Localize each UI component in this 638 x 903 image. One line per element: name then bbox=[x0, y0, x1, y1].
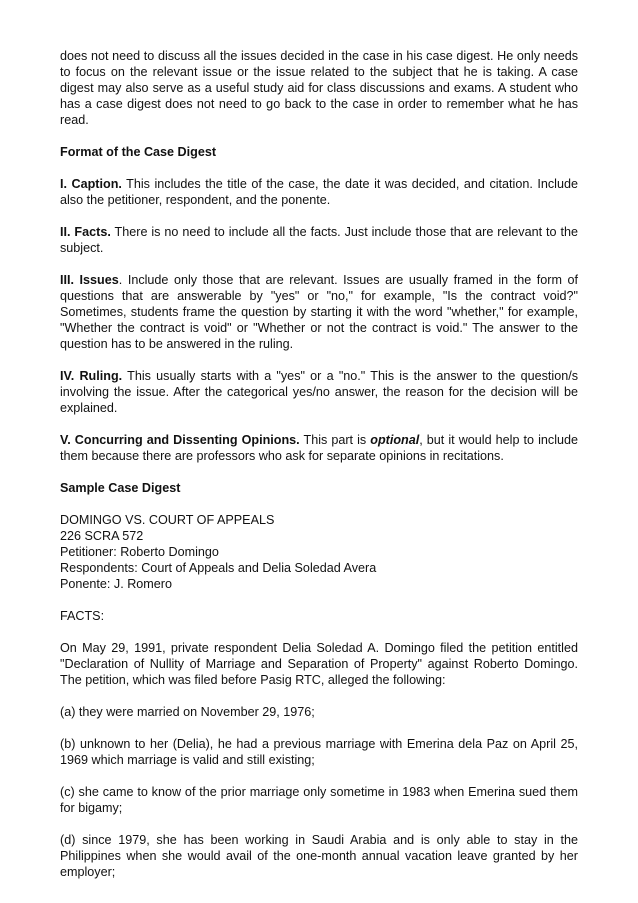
case-respondents: Respondents: Court of Appeals and Delia Soledad Avera bbox=[60, 561, 377, 575]
case-petitioner: Petitioner: Roberto Domingo bbox=[60, 545, 219, 559]
allegation-item: (b) unknown to her (Delia), he had a previous marriage with Emerina dela Paz on April 25, 1969 which marriage is valid and still existing; bbox=[60, 737, 578, 767]
section-label: IV. Ruling. bbox=[60, 369, 123, 383]
case-title: DOMINGO VS. COURT OF APPEALS bbox=[60, 513, 275, 527]
section-text: , but it would help to include them because there are professors who ask for separate opinions in recitations. bbox=[60, 433, 578, 463]
section-opinions bbox=[60, 432, 578, 464]
sample-heading: Sample Case Digest bbox=[60, 481, 181, 495]
format-heading: Format of the Case Digest bbox=[60, 145, 217, 159]
facts-paragraph: On May 29, 1991, private respondent Delia Soledad A. Domingo filed the petition entitled "Declaration of Nullity of Marriage and Separation of Property" against Roberto Domingo. The petition, which was filed before Pasig RTC, alleged the following: bbox=[60, 641, 578, 687]
section-issues bbox=[60, 272, 578, 352]
emphasis-text: optional bbox=[370, 433, 420, 447]
section-label: V. Concurring and Dissenting Opinions. bbox=[60, 433, 300, 447]
facts-label: FACTS: bbox=[60, 609, 105, 623]
section-label: I. Caption. bbox=[60, 177, 122, 191]
intro-paragraph: does not need to discuss all the issues decided in the case in his case digest. He only needs to focus on the relevant issue or the issue related to the subject that he is taking. A case digest may also serve as a useful study aid for class discussions and exams. A student who has a case digest does not need to go back to the case in order to remember what he has read. bbox=[60, 49, 578, 127]
section-caption bbox=[60, 176, 578, 208]
allegation-item: (a) they were married on November 29, 1976; bbox=[60, 705, 315, 719]
allegation-item: (d) since 1979, she has been working in Saudi Arabia and is only able to stay in the Philippines when she would avail of the one-month annual vacation leave granted by her employer; bbox=[60, 833, 578, 879]
section-text: This part is bbox=[299, 433, 371, 447]
section-text: . Include only those that are relevant. Issues are usually framed in the form of questions that are answerable by "yes" or "no," for example, "Is the contract void?" Sometimes, students frame the question by starting it with the word "whether," for example, "Whether the contract is void" or "Whether or not the contract is void." The answer to the question has to be answered in the ruling. bbox=[60, 273, 579, 351]
section-label: II. Facts. bbox=[60, 225, 111, 239]
section-ruling bbox=[60, 368, 578, 416]
case-ponente: Ponente: J. Romero bbox=[60, 577, 173, 591]
section-text: This usually starts with a "yes" or a "no." This is the answer to the question/s involving the issue. After the categorical yes/no answer, the reason for the decision will be explained. bbox=[60, 369, 578, 415]
section-text: There is no need to include all the facts. Just include those that are relevant to the subject. bbox=[60, 225, 578, 255]
section-label: III. Issues bbox=[60, 273, 119, 287]
case-citation: 226 SCRA 572 bbox=[60, 529, 144, 543]
allegation-item: (c) she came to know of the prior marriage only sometime in 1983 when Emerina sued them for bigamy; bbox=[60, 785, 578, 815]
document-page bbox=[60, 48, 578, 896]
section-text: This includes the title of the case, the date it was decided, and citation. Include also the petitioner, respondent, and the ponente. bbox=[60, 177, 578, 207]
section-facts bbox=[60, 224, 578, 256]
case-caption-block bbox=[60, 512, 578, 592]
